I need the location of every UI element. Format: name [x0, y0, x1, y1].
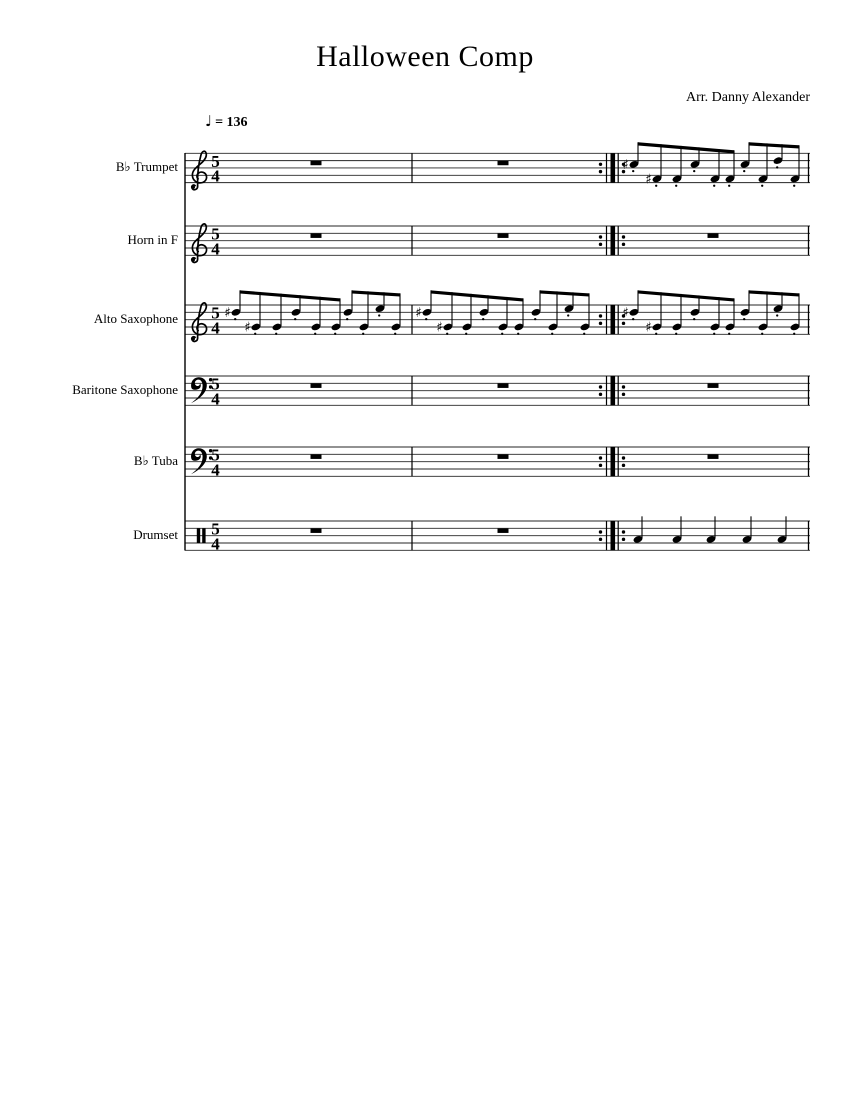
repeat-barline: [611, 521, 616, 550]
repeat-dot: [622, 464, 625, 467]
sharp-accidental: ♯: [436, 319, 443, 336]
repeat-dot: [622, 538, 625, 541]
eighth-note[interactable]: [415, 290, 432, 321]
sharp-accidental: ♯: [622, 156, 629, 173]
staccato-dot: [378, 314, 380, 316]
sharp-accidental: ♯: [224, 304, 231, 321]
eighth-note[interactable]: [375, 292, 386, 316]
staff-horn: [185, 224, 810, 262]
beam: [240, 290, 340, 301]
time-signature: 4: [211, 318, 220, 338]
repeat-barline: [611, 305, 616, 334]
staccato-dot: [394, 333, 396, 335]
treble-clef-icon: [192, 224, 206, 259]
beam: [352, 290, 400, 296]
treble-clef-icon: [192, 303, 206, 338]
staccato-dot: [294, 318, 296, 320]
staccato-dot: [675, 185, 677, 187]
quarter-note[interactable]: [633, 516, 644, 543]
eighth-note[interactable]: [224, 290, 241, 321]
time-signature: 4: [211, 389, 220, 409]
repeat-dot: [599, 322, 602, 325]
repeat-dot: [599, 170, 602, 173]
staccato-dot: [761, 185, 763, 187]
percussion-clef-icon: [197, 528, 200, 543]
staff-baritone: [185, 375, 810, 409]
whole-measure-rest[interactable]: [311, 234, 322, 238]
staccato-dot: [713, 185, 715, 187]
instrument-label-tuba: B♭ Tuba: [133, 452, 178, 468]
repeat-barline: [611, 226, 616, 255]
eighth-note[interactable]: [272, 294, 283, 335]
instrument-label-trumpet: B♭ Trumpet: [115, 158, 178, 174]
staccato-dot: [693, 170, 695, 172]
instrument-label-drumset: Drumset: [133, 526, 178, 542]
beam: [540, 290, 589, 296]
whole-measure-rest[interactable]: [708, 234, 719, 238]
eighth-note[interactable]: [725, 150, 736, 187]
eighth-note[interactable]: [514, 298, 525, 335]
instrument-label-baritone: Baritone Saxophone: [72, 381, 178, 397]
whole-measure-rest[interactable]: [311, 529, 322, 533]
quarter-note[interactable]: [742, 516, 753, 543]
staccato-dot: [632, 170, 634, 172]
eighth-note[interactable]: [244, 292, 261, 336]
time-signature: 5: [211, 303, 220, 323]
whole-measure-rest[interactable]: [311, 161, 322, 165]
staccato-dot: [583, 333, 585, 335]
repeat-dot: [599, 393, 602, 396]
staccato-dot: [776, 314, 778, 316]
eighth-note[interactable]: [690, 147, 701, 172]
eighth-note[interactable]: [359, 291, 370, 335]
time-signature: 5: [211, 519, 220, 539]
beam: [638, 142, 734, 153]
eighth-note[interactable]: [758, 291, 769, 335]
instrument-label-alto: Alto Saxophone: [93, 310, 178, 326]
whole-measure-rest[interactable]: [498, 161, 509, 165]
staccato-dot: [314, 333, 316, 335]
staccato-dot: [334, 333, 336, 335]
repeat-dot: [622, 456, 625, 459]
repeat-dot: [599, 163, 602, 166]
eighth-note[interactable]: [622, 290, 639, 321]
staccato-dot: [761, 333, 763, 335]
eighth-note[interactable]: [436, 292, 453, 335]
quarter-note[interactable]: [777, 516, 788, 543]
treble-clef-icon: [192, 337, 195, 340]
eighth-note[interactable]: [311, 297, 322, 335]
whole-measure-rest[interactable]: [708, 384, 719, 388]
staccato-dot: [655, 333, 657, 335]
staccato-dot: [743, 318, 745, 320]
eighth-note[interactable]: [790, 293, 801, 335]
staff-trumpet: [185, 142, 810, 189]
percussion-clef-icon: [202, 528, 205, 543]
eighth-note[interactable]: [773, 144, 784, 168]
eighth-note[interactable]: [790, 145, 801, 187]
staccato-dot: [793, 333, 795, 335]
eighth-note[interactable]: [690, 295, 701, 320]
eighth-note[interactable]: [580, 293, 591, 335]
eighth-note[interactable]: [564, 292, 575, 316]
repeat-dot: [599, 530, 602, 533]
repeat-dot: [622, 393, 625, 396]
eighth-note[interactable]: [758, 143, 769, 187]
whole-measure-rest[interactable]: [311, 384, 322, 388]
whole-measure-rest[interactable]: [498, 455, 509, 459]
time-signature: 4: [211, 460, 220, 480]
staccato-dot: [534, 318, 536, 320]
eighth-note[interactable]: [331, 298, 342, 335]
whole-measure-rest[interactable]: [498, 529, 509, 533]
staccato-dot: [254, 333, 256, 335]
time-signature: 4: [211, 239, 220, 259]
repeat-dot: [599, 235, 602, 238]
beam: [431, 290, 523, 301]
beam: [638, 290, 734, 301]
quarter-note[interactable]: [672, 516, 683, 543]
staccato-dot: [234, 318, 236, 320]
staccato-dot: [517, 333, 519, 335]
whole-measure-rest[interactable]: [311, 455, 322, 459]
eighth-note[interactable]: [479, 295, 490, 320]
beam: [749, 290, 799, 296]
staccato-dot: [728, 333, 730, 335]
staccato-dot: [501, 333, 503, 335]
eighth-note[interactable]: [710, 297, 721, 335]
time-signature: 4: [211, 534, 220, 554]
sharp-accidental: ♯: [645, 319, 652, 336]
treble-clef-icon: [192, 185, 195, 188]
sharp-accidental: ♯: [244, 319, 251, 336]
treble-clef-icon: [192, 151, 206, 186]
eighth-note[interactable]: [672, 146, 683, 187]
quarter-note[interactable]: [706, 516, 717, 543]
repeat-dot: [622, 385, 625, 388]
eighth-note[interactable]: [672, 294, 683, 335]
repeat-dot: [599, 456, 602, 459]
repeat-dot: [599, 243, 602, 246]
eighth-note[interactable]: [498, 297, 509, 335]
eighth-note[interactable]: [725, 298, 736, 335]
repeat-dot: [622, 530, 625, 533]
eighth-note[interactable]: [291, 295, 302, 320]
beam: [749, 142, 799, 148]
staff-tuba: [185, 446, 810, 480]
staccato-dot: [362, 333, 364, 335]
staccato-dot: [567, 314, 569, 316]
staccato-dot: [776, 166, 778, 168]
arranger-credit: Arr. Danny Alexander: [685, 90, 810, 105]
time-signature: 5: [211, 374, 220, 394]
repeat-dot: [599, 385, 602, 388]
repeat-barline: [611, 153, 616, 182]
sharp-accidental: ♯: [415, 304, 422, 321]
treble-clef-icon: [192, 258, 195, 261]
tempo-text: = 136: [215, 115, 248, 130]
eighth-note[interactable]: [391, 293, 402, 335]
staccato-dot: [551, 333, 553, 335]
sharp-accidental: ♯: [645, 171, 652, 188]
staccato-dot: [465, 333, 467, 335]
staccato-dot: [425, 318, 427, 320]
staccato-dot: [793, 185, 795, 187]
whole-measure-rest[interactable]: [708, 455, 719, 459]
repeat-dot: [622, 243, 625, 246]
staff-drumset: [185, 516, 810, 553]
repeat-dot: [599, 464, 602, 467]
staccato-dot: [743, 170, 745, 172]
quarter-note-icon: ♩: [205, 112, 213, 130]
repeat-dot: [622, 235, 625, 238]
time-signature: 5: [211, 224, 220, 244]
eighth-note[interactable]: [462, 294, 473, 335]
staccato-dot: [346, 318, 348, 320]
repeat-dot: [599, 538, 602, 541]
bass-clef-icon: [191, 448, 207, 474]
repeat-barline: [611, 376, 616, 405]
time-signature: 5: [211, 445, 220, 465]
eighth-note[interactable]: [645, 292, 662, 335]
time-signature: 4: [211, 166, 220, 186]
eighth-note[interactable]: [548, 291, 559, 335]
staccato-dot: [693, 318, 695, 320]
repeat-dot: [599, 314, 602, 317]
staccato-dot: [632, 318, 634, 320]
whole-measure-rest[interactable]: [498, 234, 509, 238]
bass-clef-icon: [191, 377, 207, 403]
eighth-note[interactable]: [773, 292, 784, 316]
eighth-note[interactable]: [645, 144, 662, 187]
repeat-dot: [622, 322, 625, 325]
staccato-dot: [728, 185, 730, 187]
staff-alto: [185, 290, 810, 341]
staccato-dot: [713, 333, 715, 335]
staccato-dot: [446, 333, 448, 335]
sharp-accidental: ♯: [622, 304, 629, 321]
staccato-dot: [675, 333, 677, 335]
staccato-dot: [655, 185, 657, 187]
staccato-dot: [275, 333, 277, 335]
instrument-label-horn: Horn in F: [127, 231, 178, 247]
score-title: Halloween Comp: [316, 40, 534, 73]
whole-measure-rest[interactable]: [498, 384, 509, 388]
time-signature: 5: [211, 151, 220, 171]
repeat-barline: [611, 447, 616, 476]
staccato-dot: [482, 318, 484, 320]
